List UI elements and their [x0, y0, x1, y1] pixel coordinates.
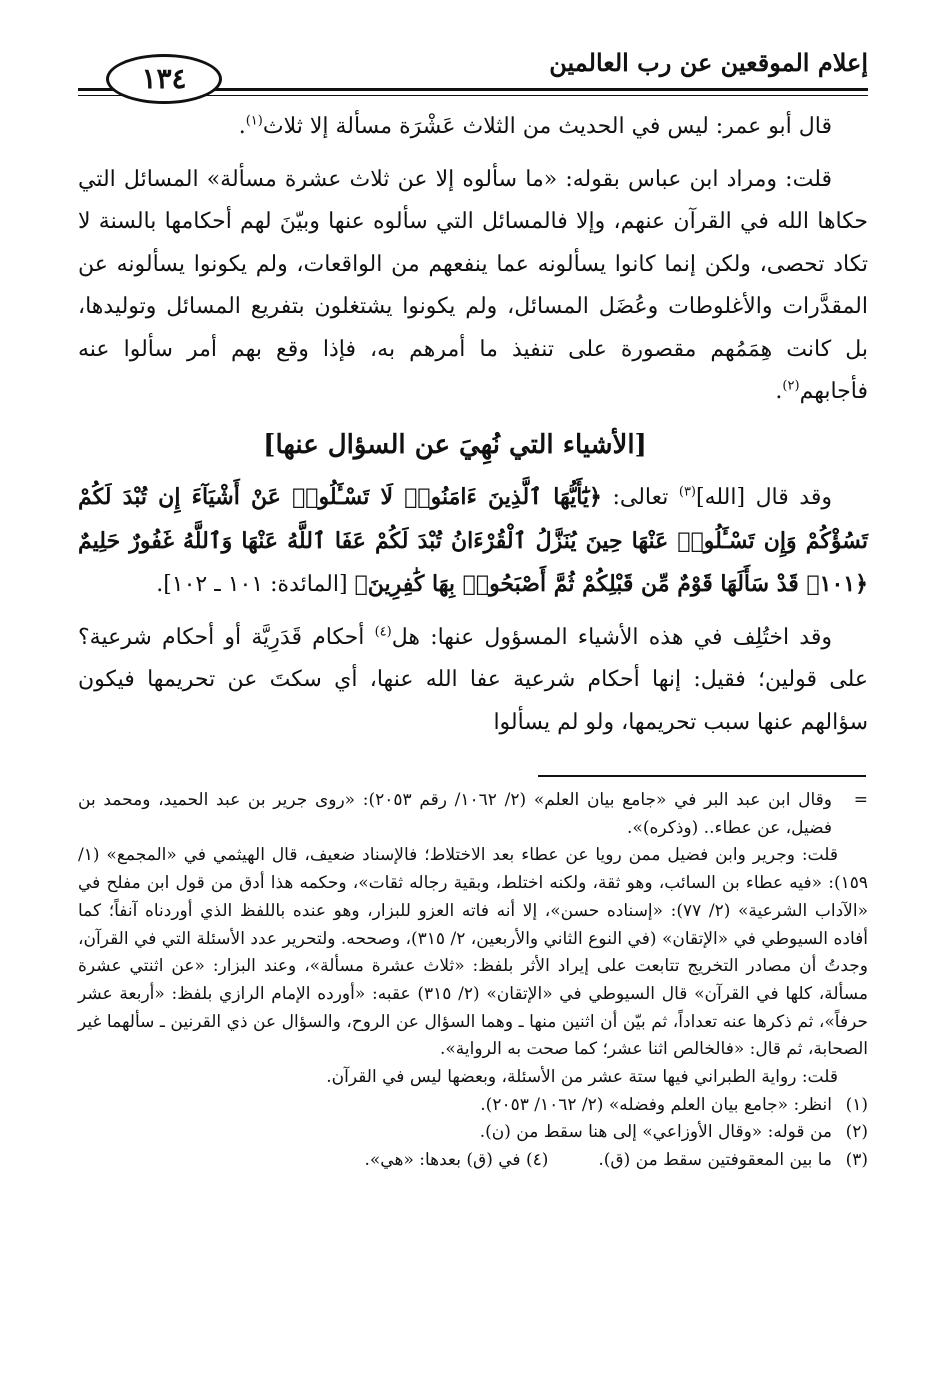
footnote-text-4: في (ق) بعدها: «هي». [364, 1150, 521, 1171]
footnote-text: انظر: «جامع بيان العلم وفضله» (٢/ ١٠٦٢/ ٢٠٥٣). [480, 1094, 832, 1115]
paragraph-2-end: . [775, 379, 783, 404]
page-number: ١٣٤ [106, 54, 222, 104]
footnote-number: (١) [845, 1094, 868, 1115]
footnotes [78, 787, 868, 1175]
footnote-ref-4: (٤) [374, 624, 392, 640]
footnote-3 [78, 1147, 868, 1175]
footnote-ref-3: (٣) [678, 484, 696, 500]
footnote-number: (٣) [845, 1150, 868, 1171]
continuation-marker: = [853, 790, 868, 810]
paragraph-1-end: . [238, 114, 246, 139]
footnote-text: ما بين المعقوفتين سقط من (ق). [598, 1150, 832, 1171]
paragraph-4-start: وقد اختُلِف في هذه الأشياء المسؤول عنها: هل [391, 624, 832, 650]
running-title: إعلام الموقعين عن رب العالمين [549, 48, 868, 77]
main-text [78, 106, 868, 754]
quran-verse: ﴿يَٰٓأَيُّهَا ٱلَّذِينَ ءَامَنُوا۟ لَا تَسْـَٔلُوا۟ عَنْ أَشْيَآءَ إِن تُبْدَ لَكُمْ تَسُؤْكُمْ وَإِن تَسْـَٔلُوا۟ عَنْهَا حِينَ يُنَزَّلُ ٱلْقُرْءَانُ تُبْدَ لَكُمْ عَفَا ٱللَّهُ عَنْهَا وَٱللَّهُ غَفُورٌ حَلِيمٌ ﴿١٠١﴾ قَدْ سَأَلَهَا قَوْمٌ مِّن قَبْلِكُمْ ثُمَّ أَصْبَحُوا۟ بِهَا كَٰفِرِينَ﴾ [78, 484, 868, 597]
footnote-2 [78, 1119, 868, 1147]
page-header [78, 40, 868, 100]
paragraph-3-start: وقد قال [الله] [696, 485, 832, 510]
footnote-ref-1: (١) [245, 113, 263, 129]
paragraph-3-mid: تعالى: [601, 485, 679, 510]
footnote-1 [78, 1092, 868, 1120]
footnote-number-4: (٤) [525, 1150, 549, 1171]
footnote-ref-2: (٢) [782, 378, 800, 394]
section-heading: [الأشياء التي نُهِيَ عن السؤال عنها] [263, 429, 647, 460]
footnote-number: (٢) [845, 1122, 868, 1143]
paragraph-4-rest: أحكام قَدَرِيَّة أو أحكام شرعية؟ على قولين؛ فقيل: إنها أحكام شرعية عفا الله عنها، أي سكتَ عن تحريمها فيكون سؤالهم عنها سبب تحريمها، ولو لم يسألوا [78, 624, 868, 735]
footnote-continuation [78, 787, 868, 842]
verse-reference: [المائدة: ١٠١ ـ ١٠٢]. [156, 572, 355, 597]
paragraph-1-text: قال أبو عمر: ليس في الحديث من الثلاث عَشْرَة مسألة إلا ثلاث [262, 114, 832, 139]
footnote-separator [538, 775, 866, 777]
paragraph-3 [78, 476, 868, 607]
paragraph-2 [78, 159, 868, 414]
footnote-text: من قوله: «وقال الأوزاعي» إلى هنا سقط من (ن). [479, 1122, 832, 1143]
footnote-note-a: قلت: وجرير وابن فضيل ممن رويا عن عطاء بعد الاختلاط؛ فالإسناد ضعيف، قال الهيثمي في «المجمع» (١/ ١٥٩): «فيه عطاء بن السائب، وهو ثقة، ولكنه اختلط، وبقية رجاله ثقات»، وحكمه هذا أدق من قول ابن مفلح في «الآداب الشرعية» (٢/ ٧٧): «إسناده حسن»، إلا أنه فاته العزو للبزار، وهو عنده باللفظ الذي أوردناه آنفاً؛ كما أفاده السيوطي في «الإتقان» (في النوع الثاني والأربعين، ٢/ ٣١٥)، وصححه. ولتحرير عدد الأسئلة التي في القرآن، وجدتُ أن مصادر التخريج تتابعت على إيراد الأثر بلفظ: «ثلاث عشرة مسألة»، وعند البزار: «عن اثنتي عشرة مسألة، كلها في القرآن» قال السيوطي في «الإتقان» (٢/ ٣١٥) عقبه: «أورده الإمام الرازي بلفظ: «أربعة عشر حرفاً»، ثم ذكرها عنه تعداداً، ثم بيّن أن اثنين منها ـ وهما السؤال عن الروح، والسؤال عن ذي القرنين ـ سألهما غير الصحابة، ثم قال: «فالخالص اثنا عشر؛ كما صحت به الرواية». [78, 845, 868, 1060]
footnote-note-b: قلت: رواية الطبراني فيها ستة عشر من الأسئلة، وبعضها ليس في القرآن. [326, 1067, 838, 1088]
paragraph-2-text: قلت: ومراد ابن عباس بقوله: «ما سألوه إلا عن ثلاث عشرة مسألة» المسائل التي حكاها الله في القرآن عنهم، وإلا فالمسائل التي سألوه عنها وبيّنَ لهم أحكامها بالسنة لا تكاد تحصى، ولكن إنما كانوا يسألونه عما ينفعهم من الواقعات، ولم يكونوا يسألونه عن المقدَّرات والأغلوطات وعُضَل المسائل، ولم يكونوا يشتغلون بتفريع المسائل وتوليدها، بل كانت هِمَمُهم مقصورة على تنفيذ ما أمرهم به، فإذا وقع بهم أمر سألوا عنه فأجابهم [78, 166, 868, 404]
paragraph-1 [78, 106, 868, 149]
paragraph-4 [78, 617, 868, 745]
footnote-continuation-text: وقال ابن عبد البر في «جامع بيان العلم» (٢/ ١٠٦٢/ رقم ٢٠٥٣): «روى جرير بن عبد الحميد، ومحمد بن فضيل، عن عطاء.. (وذكره)». [78, 790, 833, 838]
